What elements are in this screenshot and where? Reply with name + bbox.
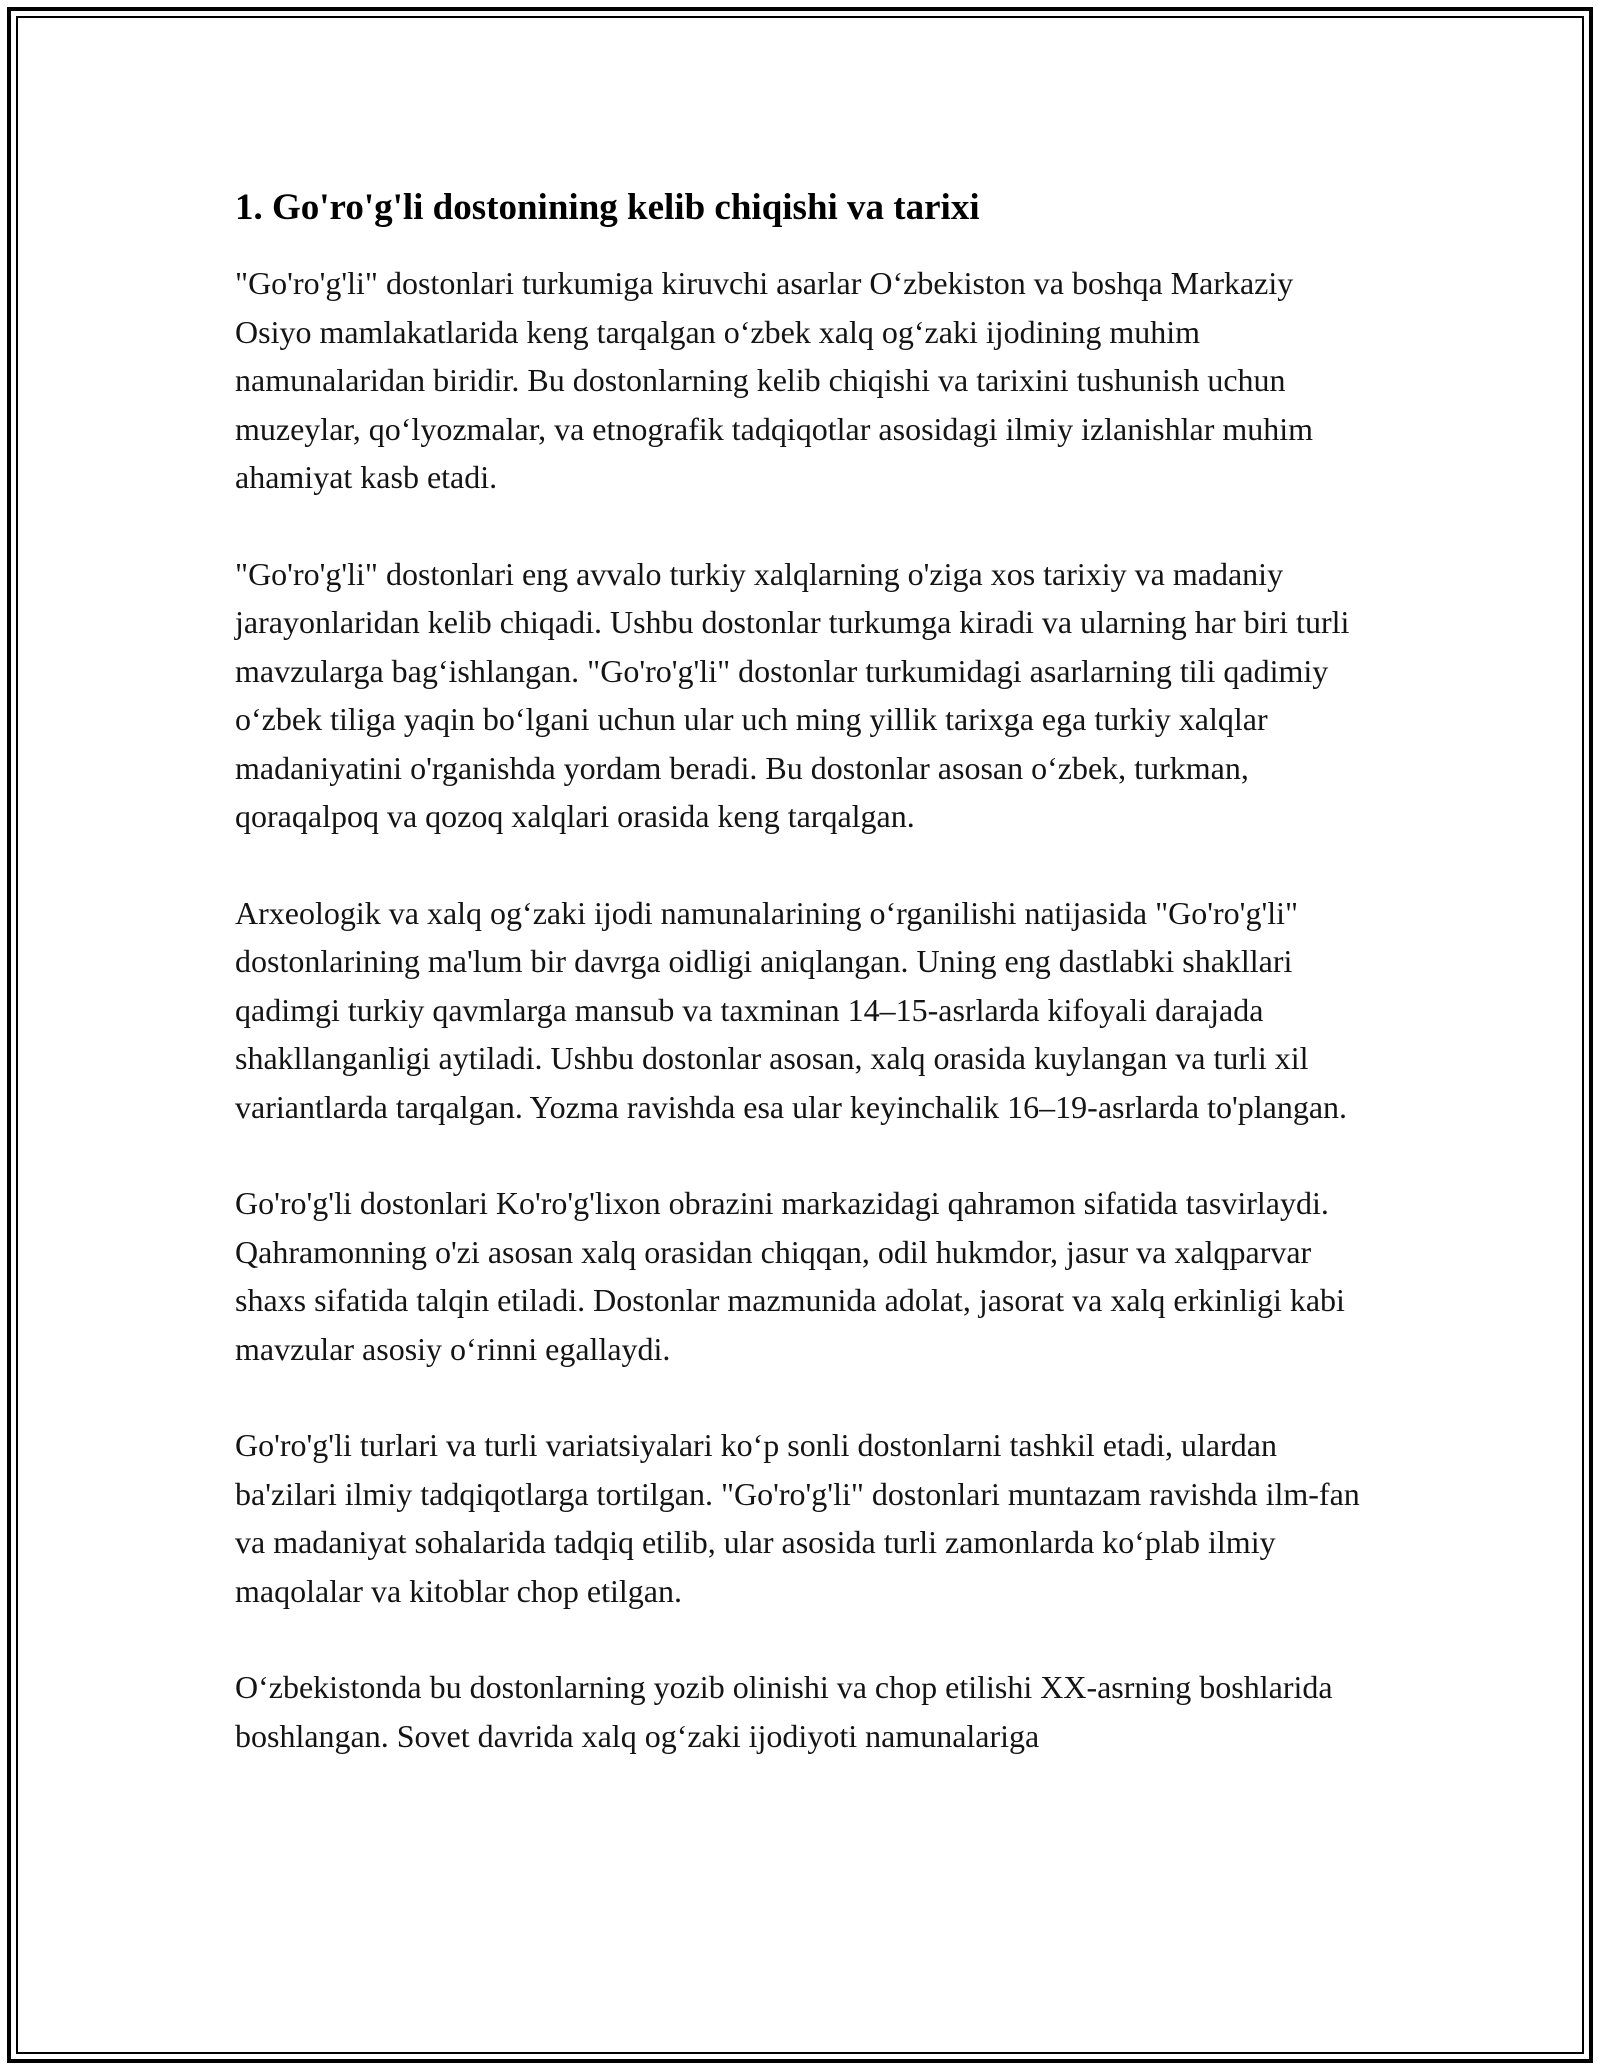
paragraph-1: "Go'ro'g'li" dostonlari turkumiga kiruvchi asarlar O‘zbekiston va boshqa Markaziy Osiyo mamlakatlarida keng tarqalgan o‘zbek xalq og‘zaki ijodining muhim namunalaridan biridir. Bu dostonlarning kelib chiqishi va tarixini tushunish uchun muzeylar, qo‘lyozmalar, va etnografik tadqiqotlar asosidagi ilmiy izlanishlar muhim ahamiyat kasb etadi. bbox=[235, 265, 1314, 495]
paragraph-6: O‘zbekistonda bu dostonlarning yozib olinishi va chop etilishi XX-asrning boshlarida boshlangan. Sovet davrida xalq og‘zaki ijodiyoti namunalariga bbox=[235, 1669, 1333, 1754]
section-heading: 1. Go'ro'g'li dostonining kelib chiqishi va tarixi bbox=[235, 187, 980, 228]
paragraph-2: "Go'ro'g'li" dostonlari eng avvalo turkiy xalqlarning o'ziga xos tarixiy va madaniy jarayonlaridan kelib chiqadi. Ushbu dostonlar turkumga kiradi va ularning har biri turli mavzularga bag‘ishlangan. "Go'ro'g'li" dostonlar turkumidagi asarlarning tili qadimiy o‘zbek tiliga yaqin bo‘lgani uchun ular uch ming yillik tarixga ega turkiy xalqlar madaniyatini o'rganishda yordam beradi. Bu dostonlar asosan o‘zbek, turkman, qoraqalpoq va qozoq xalqlari orasida keng tarqalgan. bbox=[235, 555, 1350, 834]
document-body bbox=[235, 185, 1375, 1808]
paragraph-4: Go'ro'g'li dostonlari Ko'ro'g'lixon obrazini markazidagi qahramon sifatida tasvirlaydi. Qahramonning o'zi asosan xalq orasidan chiqqan, odil hukmdor, jasur va xalqparvar shaxs sifatida talqin etiladi. Dostonlar mazmunida adolat, jasorat va xalq erkinligi kabi mavzular asosiy o‘rinni egallaydi. bbox=[235, 1185, 1345, 1367]
paragraph-5: Go'ro'g'li turlari va turli variatsiyalari ko‘p sonli dostonlarni tashkil etadi, ulardan ba'zilari ilmiy tadqiqotlarga tortilgan. "Go'ro'g'li" dostonlari muntazam ravishda ilm-fan va madaniyat sohalarida tadqiq etilib, ular asosida turli zamonlarda ko‘plab ilmiy maqolalar va kitoblar chop etilgan. bbox=[235, 1427, 1360, 1609]
paragraph-3: Arxeologik va xalq og‘zaki ijodi namunalarining o‘rganilishi natijasida "Go'ro'g'li" dostonlarining ma'lum bir davrga oidligi aniqlangan. Uning eng dastlabki shakllari qadimgi turkiy qavmlarga mansub va taxminan 14–15-asrlarda kifoyali darajada shakllanganligi aytiladi. Ushbu dostonlar asosan, xalq orasida kuylangan va turli xil variantlarda tarqalgan. Yozma ravishda esa ular keyinchalik 16–19-asrlarda to'plangan. bbox=[235, 894, 1348, 1125]
